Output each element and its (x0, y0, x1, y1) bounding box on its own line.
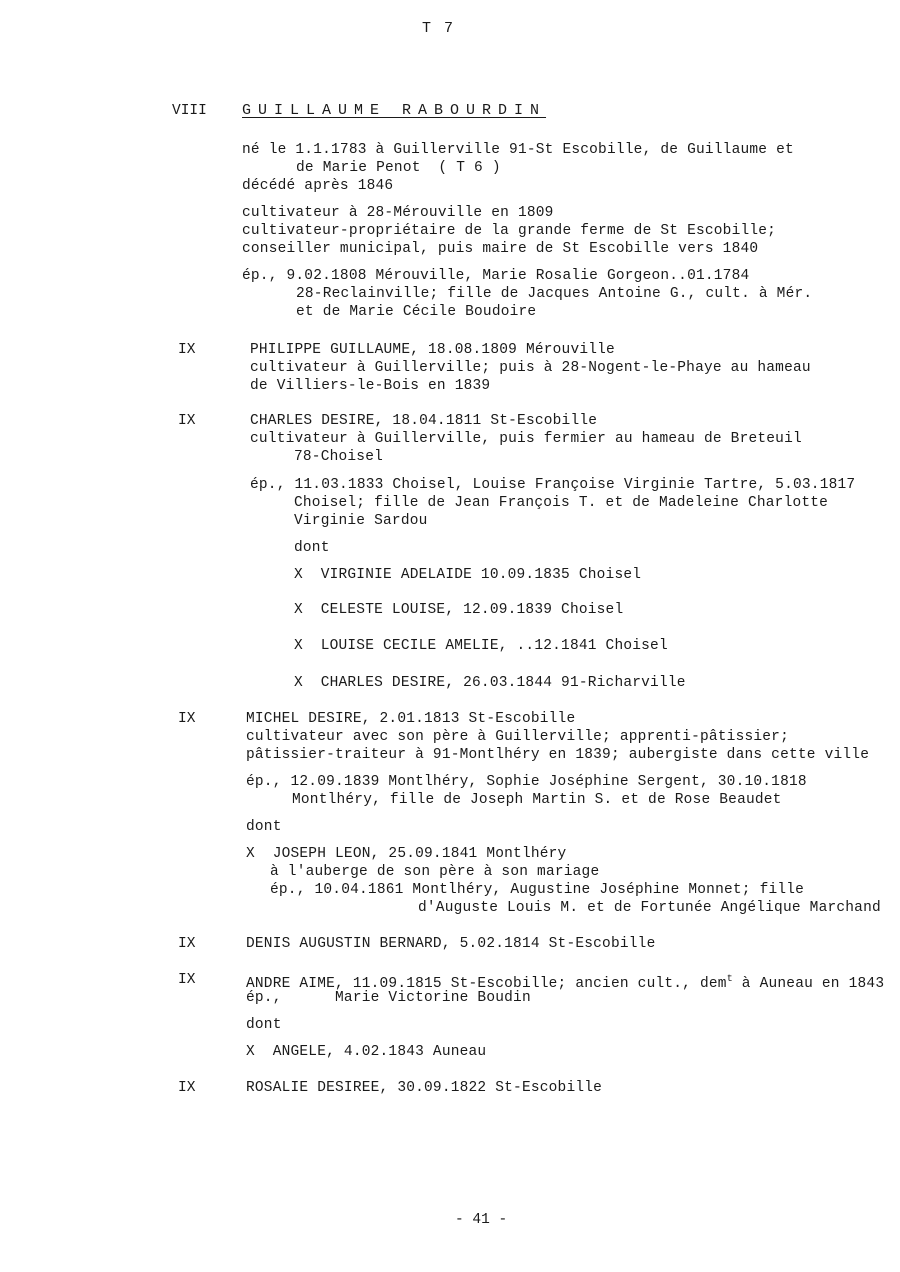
list-item: X VIRGINIE ADELAIDE 10.09.1835 Choisel (294, 567, 642, 583)
list-item: X LOUISE CECILE AMELIE, ..12.1841 Choisel (294, 638, 668, 654)
text-line: ép., 10.04.1861 Montlhéry, Augustine Joséphine Monnet; fille (270, 882, 805, 898)
text-line: MICHEL DESIRE, 2.01.1813 St-Escobille (246, 711, 576, 727)
text-line: dont (246, 819, 282, 835)
text-line: dont (294, 540, 330, 556)
text-line: PHILIPPE GUILLAUME, 18.08.1809 Mérouville (250, 342, 615, 358)
generation-label: VIII (172, 103, 207, 119)
list-item: X CELESTE LOUISE, 12.09.1839 Choisel (294, 602, 624, 618)
text-line: 78-Choisel (294, 449, 384, 465)
text-line: Montlhéry, fille de Joseph Martin S. et de Rose Beaudet (292, 792, 782, 808)
text-line: cultivateur à 28-Mérouville en 1809 (242, 205, 554, 221)
text-line: de Marie Penot ( T 6 ) (296, 160, 501, 176)
generation-label: IX (178, 972, 196, 988)
text-line: à l'auberge de son père à son mariage (270, 864, 600, 880)
text-line: dont (246, 1017, 282, 1033)
generation-label: IX (178, 342, 196, 358)
generation-label: IX (178, 1080, 196, 1096)
text-line: ép., Marie Victorine Boudin (246, 990, 531, 1006)
text-line: CHARLES DESIRE, 18.04.1811 St-Escobille (250, 413, 598, 429)
generation-label: IX (178, 936, 196, 952)
superscript: t (726, 974, 733, 985)
text-fragment: à Auneau en 1843 (741, 975, 885, 992)
text-line: cultivateur à Guillerville, puis fermier au hameau de Breteuil (250, 431, 802, 447)
text-line: cultivateur-propriétaire de la grande ferme de St Escobille; (242, 223, 777, 239)
text-line: Choisel; fille de Jean François T. et de Madeleine Charlotte (294, 495, 829, 511)
text-line: de Villiers-le-Bois en 1839 (250, 378, 491, 394)
text-line: et de Marie Cécile Boudoire (296, 304, 537, 320)
text-line: ROSALIE DESIREE, 30.09.1822 St-Escobille (246, 1080, 603, 1096)
text-line: 28-Reclainville; fille de Jacques Antoine G., cult. à Mér. (296, 286, 813, 302)
text-line: décédé après 1846 (242, 178, 394, 194)
page-code: T 7 (422, 20, 456, 37)
text-line: cultivateur avec son père à Guillerville; apprenti-pâtissier; (246, 729, 789, 745)
main-person-name: GUILLAUME RABOURDIN (242, 102, 547, 119)
generation-label: IX (178, 413, 196, 429)
text-line: pâtissier-traiteur à 91-Montlhéry en 1839; aubergiste dans cette ville (246, 747, 870, 763)
text-line: d'Auguste Louis M. et de Fortunée Angélique Marchand (418, 900, 881, 916)
text-line: ép., 12.09.1839 Montlhéry, Sophie Joséphine Sergent, 30.10.1818 (246, 774, 807, 790)
page-number: - 41 - (455, 1212, 508, 1228)
text-line: conseiller municipal, puis maire de St Escobille vers 1840 (242, 241, 759, 257)
text-line: cultivateur à Guillerville; puis à 28-Nogent-le-Phaye au hameau (250, 360, 811, 376)
generation-label: IX (178, 711, 196, 727)
text-line: ép., 11.03.1833 Choisel, Louise Françoise Virginie Tartre, 5.03.1817 (250, 477, 856, 493)
text-line: DENIS AUGUSTIN BERNARD, 5.02.1814 St-Escobille (246, 936, 656, 952)
text-fragment: ANDRE AIME, 11.09.1815 St-Escobille; ancien cult., dem (246, 975, 727, 992)
text-line: né le 1.1.1783 à Guillerville 91-St Escobille, de Guillaume et (242, 142, 794, 158)
list-item: X ANGELE, 4.02.1843 Auneau (246, 1044, 487, 1060)
list-item: X CHARLES DESIRE, 26.03.1844 91-Richarville (294, 675, 686, 691)
text-line: ép., 9.02.1808 Mérouville, Marie Rosalie Gorgeon..01.1784 (242, 268, 750, 284)
list-item: X JOSEPH LEON, 25.09.1841 Montlhéry (246, 846, 567, 862)
text-line: Virginie Sardou (294, 513, 428, 529)
